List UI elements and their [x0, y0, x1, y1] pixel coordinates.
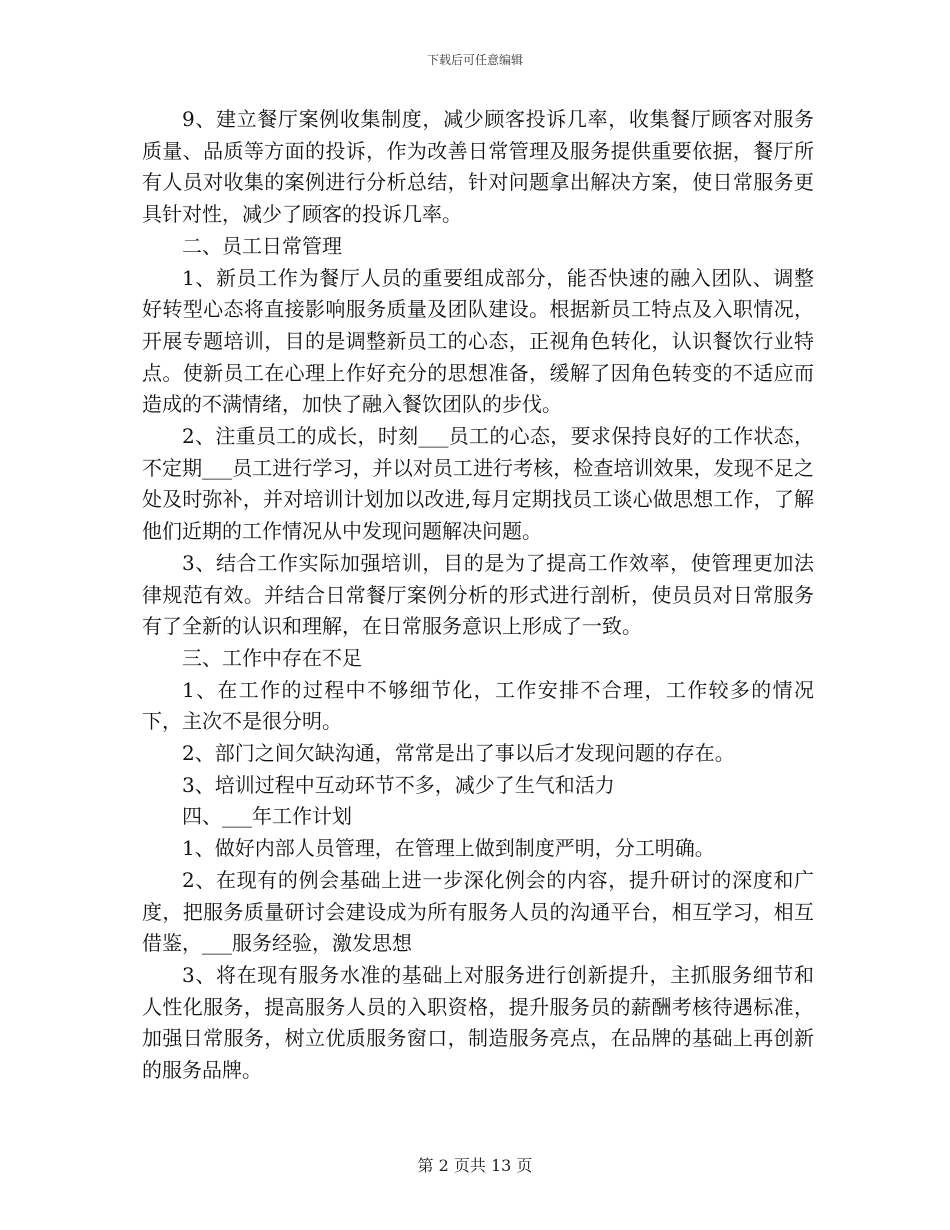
paragraph-case-collection: 9、建立餐厅案例收集制度，减少顾客投诉几率，收集餐厅顾客对服务质量、品质等方面的投诉，作为改善日常管理及服务提供重要依据，餐厅所有人员对收集的案例进行分析总结，针对问题拿出解决方案，使日常服务更具针对性，减少了顾客的投诉几率。: [142, 107, 814, 227]
section-heading-staff-management: 二、员工日常管理: [182, 233, 342, 258]
paragraph-shortcoming-1: 1、在工作的过程中不够细节化，工作安排不合理，工作较多的情况下，主次不是很分明。: [142, 677, 814, 734]
section-heading-work-plan: 四、___年工作计划: [182, 804, 352, 829]
paragraph-plan-2: 2、在现有的例会基础上进一步深化例会的内容，提升研讨的深度和广度，把服务质量研讨会建设成为所有服务人员的沟通平台，相互学习，相互借鉴，___服务经验，激发思想: [142, 867, 814, 956]
paragraph-shortcoming-2: 2、部门之间欠缺沟通，常常是出了事以后才发现问题的存在。: [182, 741, 735, 766]
document-body: [142, 104, 814, 1087]
section-heading-shortcomings: 三、工作中存在不足: [182, 645, 362, 670]
paragraph-plan-1: 1、做好内部人员管理，在管理上做到制度严明，分工明确。: [182, 836, 715, 861]
paragraph-training: 3、结合工作实际加强培训，目的是为了提高工作效率，使管理更加法律规范有效。并结合日常餐厅案例分析的形式进行剖析，使员员对日常服务有了全新的认识和理解，在日常服务意识上形成了一致。: [142, 550, 814, 639]
paragraph-plan-3: 3、将在现有服务水准的基础上对服务进行创新提升，主抓服务细节和人性化服务，提高服务人员的入职资格，提升服务员的薪酬考核待遇标准，加强日常服务，树立优质服务窗口，制造服务亮点，在品牌的基础上再创新的服务品牌。: [142, 962, 814, 1083]
paragraph-shortcoming-3: 3、培训过程中互动环节不多，减少了生气和活力: [182, 772, 615, 797]
paragraph-staff-growth: 2、注重员工的成长，时刻___员工的心态，要求保持良好的工作状态，不定期___员工进行学习，并以对员工进行考核，检查培训效果，发现不足之处及时弥补，并对培训计划加以改进,每月定期找员工谈心做思想工作，了解他们近期的工作情况从中发现问题解决问题。: [142, 424, 814, 544]
paragraph-new-staff: 1、新员工作为餐厅人员的重要组成部分，能否快速的融入团队、调整好转型心态将直接影响服务质量及团队建设。根据新员工特点及入职情况，开展专题培训，目的是调整新员工的心态，正视角色转化，认识餐饮行业特点。使新员工在心理上作好充分的思想准备，缓解了因角色转变的不适应而造成的不满情绪，加快了融入餐饮团队的步伐。: [142, 265, 814, 417]
page-header: 下载后可任意编辑: [426, 53, 523, 67]
page-number: 第 2 页共 13 页: [417, 1156, 533, 1175]
